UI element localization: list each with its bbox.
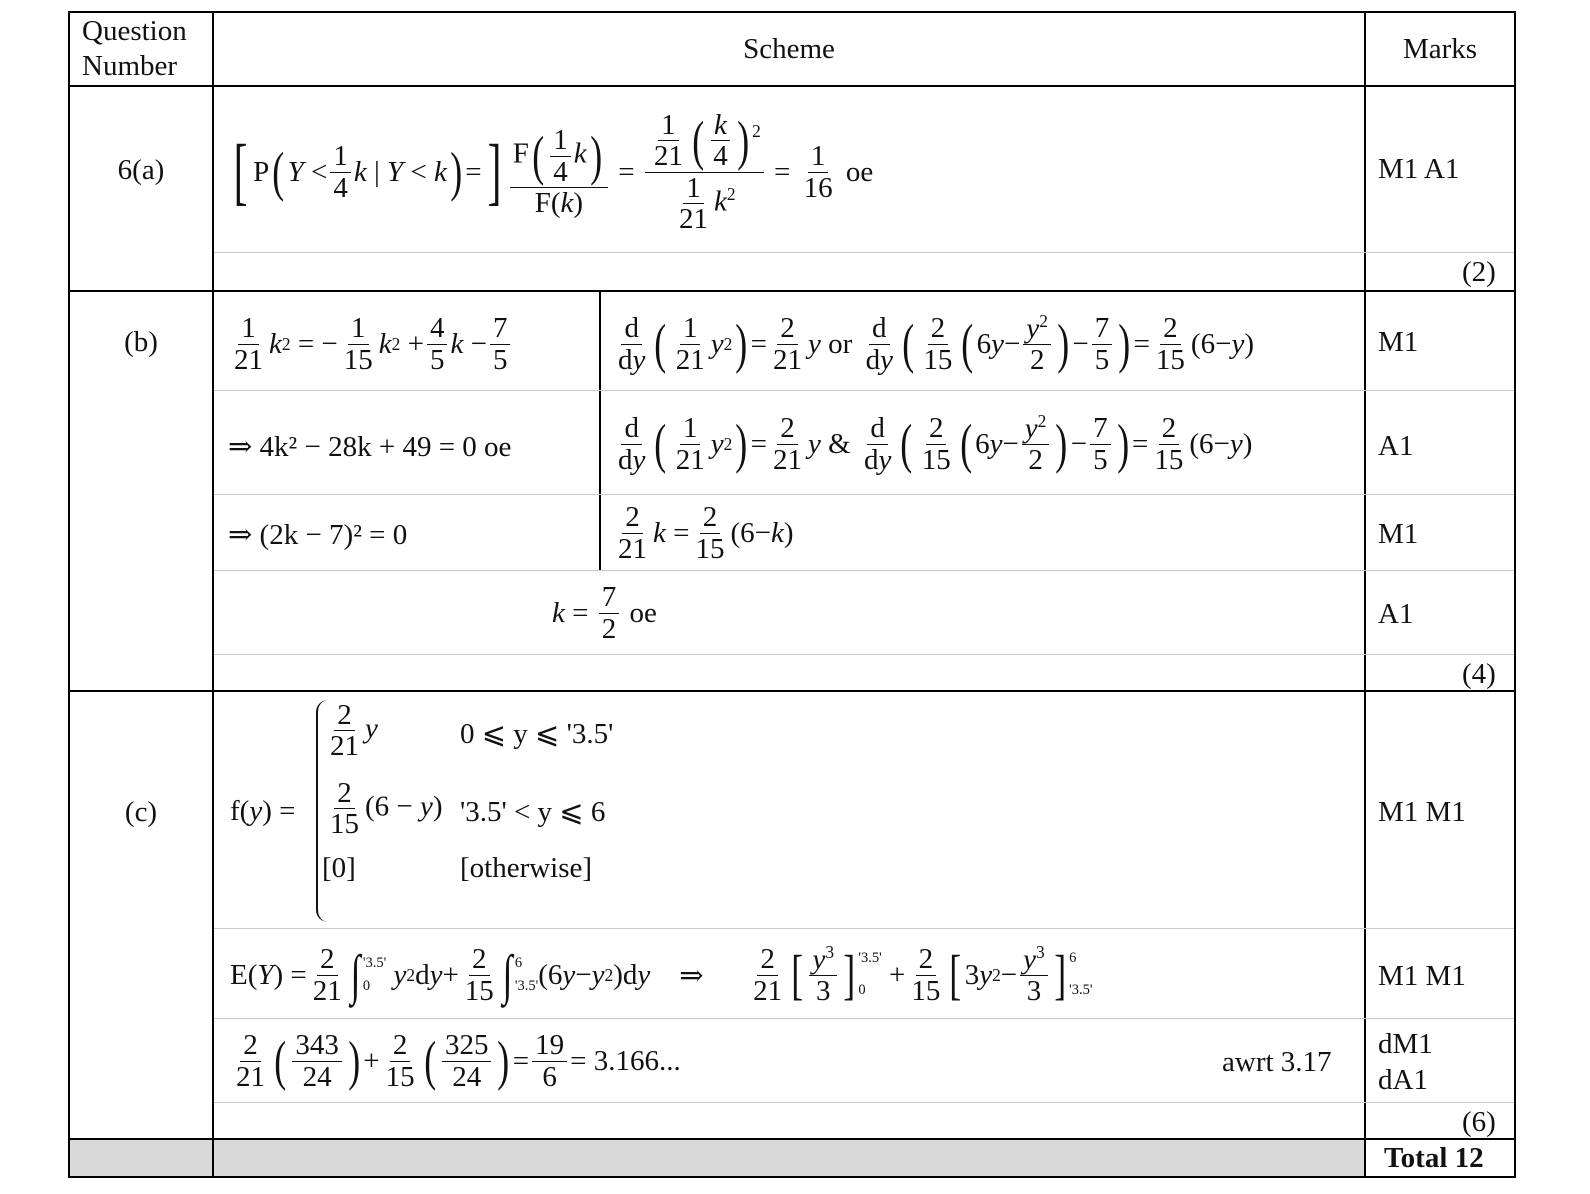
header-scheme: Scheme — [743, 32, 835, 65]
total-row-shading — [70, 1140, 1365, 1176]
part-c-subtotal: (6) — [1462, 1106, 1496, 1138]
part-b-marks-2: A1 — [1378, 430, 1414, 462]
part-b-divider — [68, 690, 1516, 692]
header-question-number: Question Number — [82, 15, 187, 82]
and-word: & — [828, 427, 851, 460]
column-divider-2 — [1364, 11, 1366, 1178]
row-line — [214, 570, 1514, 571]
pdf-piece-2: $\frac{2}{15}$ (6 − y) — [330, 777, 443, 841]
part-a-divider — [68, 290, 1516, 292]
row-line — [214, 654, 1514, 655]
part-b-label: (b) — [124, 325, 158, 358]
oe-label: oe — [629, 596, 657, 629]
row-line — [214, 928, 1514, 929]
pdf-otherwise: [otherwise] — [460, 852, 593, 884]
part-c-label: (c) — [124, 795, 158, 828]
or-word: or — [828, 327, 853, 360]
part-b-equation-3-right: $\frac{2}{21}$ k = $\frac{2}{15}$ (6− k ) — [618, 501, 794, 565]
row-line — [214, 1102, 1514, 1103]
part-b-answer: k = $\frac{7}{2}$ oe — [552, 581, 657, 645]
table-border-right — [1514, 11, 1516, 1178]
part-a-marks: M1 A1 — [1378, 153, 1460, 185]
pdf-label: f(y) = — [230, 795, 296, 827]
part-a-expression: [ P ( Y < $\frac{1}{4}$ k | Y < k ) = ] F( $\frac{1}{4}$ k) F(k) = $\frac{1}{21}$ ( $\frac{k}{4}$ ) $^2$ $\frac{1}{21}$ $k^2$ = $\frac{1}{16}$ oe — [233, 108, 874, 235]
part-b-equation-2: ⇒ 4k² − 28k + 49 = 0 oe — [228, 430, 512, 463]
part-b-derivative-1: $\frac{d}{dy}$ ( $\frac{1}{21}$ y 2 ) = $\frac{2}{21}$ y or $\frac{d}{dy}$ ( $\frac{2}{15}$ ( 6 y − $\frac{y^2}{2}$ ) − $\frac{7}{5}$ ) = $\frac{2}{15}$ (6− y ) — [618, 311, 1254, 377]
awrt-note: awrt 3.17 — [1222, 1046, 1332, 1078]
total-marks: Total 12 — [1384, 1142, 1484, 1174]
row-line — [214, 252, 1514, 253]
pdf-piece-3: [0] — [322, 852, 356, 884]
pdf-range-1: 0 ⩽ y ⩽ '3.5' — [460, 718, 614, 750]
part-c-final-marks-2: dA1 — [1378, 1064, 1428, 1096]
part-c-ey-marks: M1 M1 — [1378, 960, 1466, 992]
final-result: = 3.166... — [570, 1044, 681, 1077]
row-line — [214, 494, 1514, 495]
part-b-derivative-2: $\frac{d}{dy}$ ( $\frac{1}{21}$ y 2 ) = $\frac{2}{21}$ y & $\frac{d}{dy}$ ( $\frac{2}{15}$ ( 6 y − $\frac{y^2}{2}$ ) − $\frac{7}{5}$ ) = $\frac{2}{15}$ (6− y ) — [618, 411, 1253, 477]
pdf-range-2: '3.5' < y ⩽ 6 — [460, 796, 606, 828]
table-border-bottom — [68, 1176, 1516, 1178]
expectation-expression: E( Y ) = $\frac{2}{21}$ ∫ '3.5' 0 y 2 d y + $\frac{2}{15}$ ∫ 6 '3.5' (6 y − y 2 )d y ⇒ $\frac{2}{21}$ [ $\frac{y^3}{3}$ ] '3.5' 0 + $\frac{2}{15}$ [ 3 y 2 − $\frac{y^3}{3}$ ] 6 '3.5' — [230, 942, 1093, 1008]
column-divider-1 — [212, 11, 214, 1178]
part-b-equation-1: $\frac{1}{21}$ k 2 = − $\frac{1}{15}$ k 2 + $\frac{4}{5}$ k − $\frac{7}{5}$ — [228, 300, 598, 388]
header-divider — [68, 85, 1516, 87]
part-a-subtotal: (2) — [1462, 256, 1496, 288]
final-computation: $\frac{2}{21}$ ( $\frac{343}{24}$ ) + $\frac{2}{15}$ ( $\frac{325}{24}$ ) = $\frac{19}{6}$ = 3.166... — [236, 1029, 681, 1093]
pdf-piece-1: $\frac{2}{21}$ y — [330, 699, 378, 763]
part-c-pdf-marks: M1 M1 — [1378, 796, 1466, 828]
row-line — [214, 1018, 1514, 1019]
row-line — [214, 390, 1514, 391]
table-border-top — [68, 11, 1516, 13]
part-b-subtotal: (4) — [1462, 658, 1496, 690]
header-marks: Marks — [1402, 32, 1478, 65]
part-b-marks-1: M1 — [1378, 326, 1419, 358]
part-c-final-marks-1: dM1 — [1378, 1028, 1433, 1060]
part-b-marks-3: M1 — [1378, 518, 1419, 550]
part-a-label: 6(a) — [117, 153, 165, 186]
part-b-equation-3: ⇒ (2k − 7)² = 0 — [228, 518, 408, 551]
part-b-marks-4: A1 — [1378, 598, 1414, 630]
part-b-inner-divider — [599, 292, 601, 570]
